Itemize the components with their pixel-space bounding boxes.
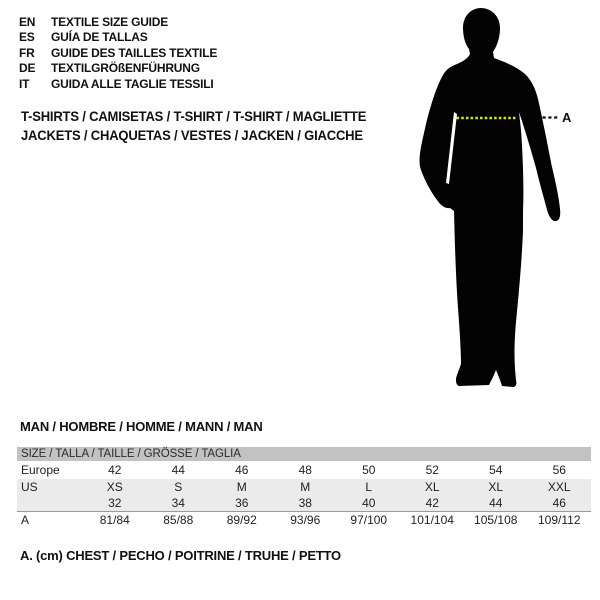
table-cell: 97/100	[350, 513, 388, 527]
table-cell: 34	[171, 496, 185, 510]
table-cell: 109/112	[538, 513, 581, 527]
table-cell: 44	[171, 463, 185, 477]
table-cell: 52	[425, 463, 439, 477]
table-cell: 42	[108, 463, 122, 477]
table-cell: XL	[488, 480, 504, 494]
table-cell: XXL	[547, 480, 571, 494]
lang-label: GUIDA ALLE TAGLIE TESSILI	[51, 76, 214, 91]
table-cell: M	[300, 480, 311, 494]
row-label	[17, 495, 83, 511]
row-label: US	[21, 480, 38, 494]
table-cell: 38	[298, 496, 312, 510]
lang-label: TEXTILE SIZE GUIDE	[51, 15, 169, 29]
table-cell: 40	[362, 496, 376, 510]
table-cell: 56	[552, 463, 566, 477]
table-cell: XL	[424, 480, 440, 494]
size-table-body	[17, 461, 591, 529]
lang-code: IT	[19, 76, 30, 91]
table-cell: M	[236, 480, 247, 494]
table-cell: 89/92	[226, 513, 257, 527]
table-row	[17, 495, 591, 511]
table-cell: 44	[489, 496, 503, 510]
table-cell: 48	[298, 463, 312, 477]
section-title-man: MAN / HOMBRE / HOMME / MANN / MAN	[20, 419, 263, 434]
table-cell: 50	[362, 463, 376, 477]
size-table	[17, 447, 591, 529]
row-label: A	[21, 513, 30, 527]
row-label: Europe	[21, 463, 60, 477]
table-cell: XS	[106, 480, 123, 494]
table-cell: 93/96	[290, 513, 321, 527]
table-cell: 105/108	[474, 513, 518, 527]
chest-measure-label: A	[562, 110, 572, 125]
measurement-footnote: A. (cm) CHEST / PECHO / POITRINE / TRUHE / PETTO	[20, 548, 341, 563]
garment-line-jackets: JACKETS / CHAQUETAS / VESTES / JACKEN / GIACCHE	[21, 127, 363, 143]
lang-label: GUIDE DES TAILLES TEXTILE	[51, 45, 218, 60]
table-cell: S	[174, 480, 183, 494]
table-cell: 36	[235, 496, 249, 510]
garment-line-tshirts: T-SHIRTS / CAMISETAS / T-SHIRT / T-SHIRT / MAGLIETTE	[21, 108, 367, 124]
lang-code: FR	[19, 45, 35, 60]
size-table-header: SIZE / TALLA / TAILLE / GRÖSSE / TAGLIA	[17, 447, 591, 461]
man-silhouette	[420, 8, 561, 387]
table-cell: 81/84	[99, 513, 130, 527]
table-row	[17, 511, 591, 529]
table-cell: 46	[235, 463, 249, 477]
lang-label: GUÍA DE TALLAS	[51, 30, 148, 45]
table-cell: 46	[552, 496, 566, 510]
lang-code: DE	[19, 61, 36, 76]
table-cell: 85/88	[163, 513, 194, 527]
lang-code: ES	[19, 30, 35, 45]
table-cell: L	[365, 480, 373, 494]
table-cell: 42	[425, 496, 439, 510]
table-row	[17, 479, 591, 495]
table-cell: 101/104	[410, 513, 454, 527]
lang-code: EN	[19, 15, 36, 29]
table-row	[17, 461, 591, 479]
lang-label: TEXTILGRÖßENFÜHRUNG	[51, 61, 200, 76]
table-cell: 54	[489, 463, 503, 477]
table-cell: 32	[108, 496, 122, 510]
